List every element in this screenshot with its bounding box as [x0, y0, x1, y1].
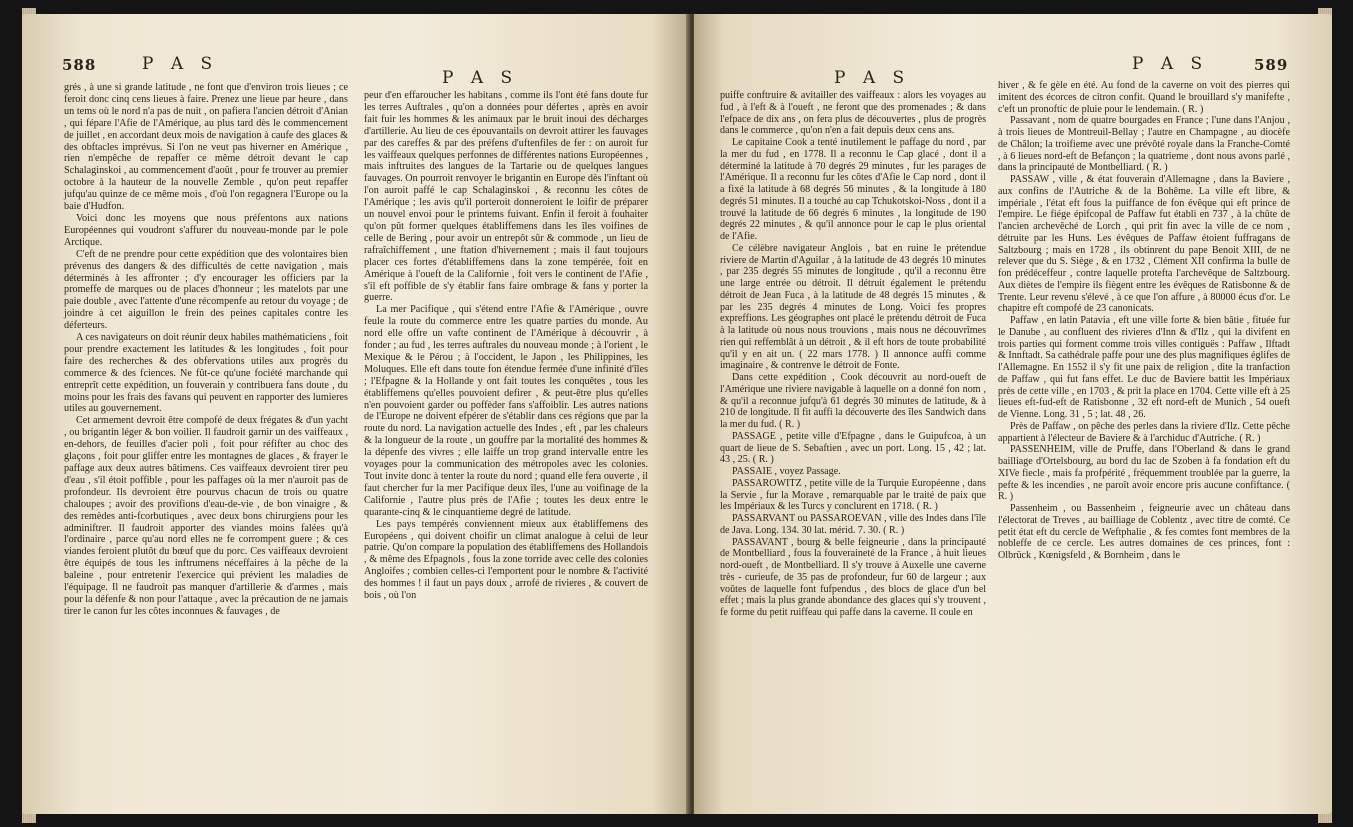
paragraph: Voici donc les moyens que nous préfentons aux nations Européennes qui voudront s'affurer du nouveau-monde par le pole Arctique. [64, 212, 348, 248]
paragraph: hiver , & fe gèle en été. Au fond de la caverne on voit des pierres qui imitent des écorces de citron confit. Quand le brouillard s'y manifefte , c'eft un pronoftic de pluie pour le lendemain. ( R. ) [998, 80, 1290, 115]
text-column-right [998, 80, 1290, 562]
right-page-header [694, 54, 1332, 88]
paragraph: PASSAIE , voyez Passage. [732, 466, 841, 477]
page-number: 588 [62, 56, 97, 74]
paragraph: PASSAGE , petite ville d'Efpagne , dans le Guipufcoa, à un quart de lieue de S. Sebaftien , avec un port. Long. 15 , 42 ; lat. 43 , 25. ( R. ) [720, 430, 986, 466]
paragraph: grés , à une si grande latitude , ne font que d'environ trois lieues ; ce feroit donc cinq cens lieues à faire. Prenez une lieue par heure , dans un tems où le nord n'a pas de nuit , on pafiera l'ancien détroit d'Anian , qui fépare l'Afie de l'Amérique, au plus tard dès le commencement de juillet , en accordant deux mois de navigation à caufe des glaces & des obftacles imprévus. Si l'on ne veut pas hiverner en Amérique , rien n'empêche de repaffer ce même détroit devant le cap Schalaginskoi , au commencement d'août , pour fe trouver au premier octobre à la hauteur de la nouvelle Zemble , qu'on peut repaffer jufqu'au quinze de ce même mois , d'où l'on regagnera l'Europe ou la baie d'Hudfon. [64, 82, 349, 213]
text-column-left [64, 82, 348, 618]
paragraph: Près de Paffaw , on pêche des perles dans la riviere d'Ilz. Cette pêche appartient à l'électeur de Baviere & à l'archiduc d'Autriche. ( R. ) [998, 420, 1290, 444]
right-page [694, 14, 1332, 814]
paragraph: puiffe conftruire & avitailler des vaiffeaux : alors les voyages au fud , à l'eft & à l'oueft , ne feront que des promenades ; & dans l'efpace de dix ans , on fera plus de découvertes , plus de progrès dans le commerce , qu'on n'en a fait depuis deux cens ans. [720, 90, 986, 137]
paragraph: Le capitaine Cook a tenté inutilement le paffage du nord , par la mer du fud , en 1778. Il a reconnu le Cap glacé , dont il a déterminé la latitude à 70 degrés 29 minutes , fur les parages de l'Amérique. Il a reconnu fur les côtes d'Afie le Cap nord , dont il a fixé la latitude à 68 degrés 56 minutes , & la longitude à 180 degrés 51 minutes. Il a touché au cap Tchukotskoi-Noss , dont il a trouvé la latitude de 66 degrés 6 minutes , la longitude de 190 degrés 22 minutes , & qu'il annonce pour le cap le plus oriental de l'Afie. [720, 137, 986, 242]
paragraph: PASSAVANT , bourg & belle feigneurie , dans la principauté de Montbelliard , fous la fouveraineté de la France , à huit lieues nord-oueft , de Montbelliard. Il s'y trouve à Auxelle une caverne très - curieufe, de 35 pas de profondeur, fur 60 de largeur ; aux voûtes de laquelle font fufpendus , des blocs de glace d'un bel effet ; mais la plus grande abondance des glaces qui s'y trouvent , fe forme du petit ruiffeau qui paffe dans la caverne. Il coule en [720, 536, 986, 618]
running-head: P A S [834, 68, 911, 88]
text-column-right [364, 90, 648, 602]
paragraph: peur d'en effaroucher les habitans , comme ils l'ont été fans doute fur les terres Auftrales , qu'on a données pour défertes , après en avoir fait fuir les hommes & les animaux par le bruit inoui des décharges d'artillerie. Au lieu de ces épouvantails on devroit attirer les fauvages par des careffes & par des préfens d'uftenfiles de fer : on auroit fur les vaiffeaux quelques perfonnes de différentes nations Européennes , mais inftruites des langues de la Tartarie ou de quelques langues fauvages. On pourroit renvoyer le brigantin en Europe dès l'inftant où l'on auroit paffé le cap Schalaginskoi , & reconnu les côtes de l'Amérique ; les avis qu'il porteroit donneroient le loifir de préparer un nouvel envoi pour le printems fuivant. Enfin il feroit à fouhaiter qu'on pût former quelques établiffemens dans les îles voifines de celle de Bering , pour avoir un entrepôt sûr & commode , un lieu de rafraîchiffement , une ftation d'hivernement ; mais il faut toujours placer ces fortes d'établiffemens dans la zone tempérée, foit en Amérique à l'oueft de la Californie , foit vers le continent de l'Afie , s'il eft poffible de s'y établir fans faire ombrage & fans y porter la guerre. [364, 90, 648, 304]
paragraph: La mer Pacifique , qui s'étend entre l'Afie & l'Amérique , ouvre feule la route du commerce entre les quatre parties du monde. Au nord elle offre un vafte continent de l'Amérique à découvrir , à fonder ; au fud , les terres auftrales du nouveau monde ; à l'orient , le Mexique & le Pérou ; à l'occident, le Japon , les Philippines, les Moluques. Elle eft dans toute fon étendue fermée d'une infinité d'îles ; l'Efpagne & la Hollande y ont fait toutes les conquêtes , tous les établiffemens qu'elles pouvoient defirer , & peut-être plus qu'elles n'en pouvoient garder ou poffèder fans s'affoiblir. Les autres nations de l'Europe ne doivent efpérer de s'établir dans ces régions que par la route du nord. La navigation actuelle des Indes , eft , par les chaleurs & la longueur de la route , un gouffre par la mortalité des hommes & la dépenfe des vivres ; elle laiffe un trop grand intervalle entre les voyages pour la communication des métropoles avec les colonies. Tout invite donc à tenter la route du nord ; quand elle fera ouverte , il faut chercher fur la mer Pacifique deux îles, l'une au voifinage de la Californie , l'autre plus près de l'Afie ; toutes les deux entre le quarante-cinq & le cinquantieme degré de latitude. [364, 304, 648, 518]
page-number: 589 [1254, 56, 1289, 74]
paragraph: Passavant , nom de quatre bourgades en France ; l'une dans l'Anjou , à trois lieues de Montreuil-Bellay ; l'autre en Champagne , au diocèfe de Châlon; la troifieme avec une prévôté royale dans la Franche-Comté , à 6 lieues nord-eft de Befançon ; la quatrieme , dont nous avons parlé , dans la principauté de Montbelliard. ( R. ) [998, 115, 1290, 174]
paragraph: PASSARVANT ou PASSAROEVAN , ville des Indes dans l'île de Java. Long. 134. 30 lat. mérid. 7. 30. ( R. ) [720, 513, 986, 536]
paragraph: Cet armement devroit être compofé de deux frégates & d'un yacht , ou brigantin léger & bon voilier. Il faudroit garnir un des vaiffeaux , en-dehors, de feuilles d'acier poli , foit pour réfifter au choc des glaçons , foit pour gliffer entre les montagnes de glaces , & frayer le paffage aux deux autres bâtimens. Ces vaiffeaux devroient tirer peu d'eau , s'il étoit poffible , pour les paffages où la mer n'auroit pas de profondeur. Ils devroient être pourvus chacun de trois ou quatre chaloupes ; avoir des provifions d'eau-de-vie , de bon vinaigre , & des remèdes anti-fcorbutiques , avec deux bons chirurgiens pour les adminiftrer. Il faudroit apporter des viandes moins falées qu'à l'ordinaire , parce qu'au nord elles ne fe corrompent guere ; & ces viandes feroient plutôt du bœuf que du porc. Ces vaiffeaux devroient être équipés de tous les inftrumens néceffaires à la pêche de la baleine , pour entretenir l'exercice qui prévient les maladies de l'équipage. Il ne faudroit pas manquer d'artillerie & d'armes , mais pour la défenfe & non pour l'attaque , avec la précaution de ne jamais tirer le canon fur les côtes inconnues & fauvages , de [64, 415, 348, 617]
left-page-header [22, 54, 690, 88]
paragraph: C'eft de ne prendre pour cette expédition que des volontaires bien prévenus des dangers & des difficultés de cette navigation , mais déterminés à les affronter ; d'y encourager les officiers par la promeffe de marques ou de places d'honneur ; les matelots par une paie double , avec l'attente d'une récompenfe au retour du voyage ; de joindre à cet aiguillon le frein des peines capitales contre les déferteurs. [64, 248, 348, 332]
left-page [22, 14, 690, 814]
paragraph: Ce célèbre navigateur Anglois , bat en ruine le prétendue riviere de Martin d'Aguilar , à la latitude de 43 degrés 10 minutes , par 235 degrés 55 minutes de longitude , qu'il a reconnu être une large entrée ou détroit. Il détruit également le prétendu détroit de Jean Fuca , à la latitude de 48 degrés 15 minutes , & par les 235 degrés 4 minutes de Long. Voici fes propres expreffions. Les géographes ont placé le prétendu détroit de Fuca à la latitude où nous nous trouvions , mais nous ne découvrîmes rien qui reffemblât à un détroit , & il eft hors de toute probabilité qu'il y en ait un. ( 22 mars 1778. ) Il annonce auffi comme imaginaire , & contrenve le détroit de Fonte. [720, 242, 986, 372]
running-head: P A S [1132, 54, 1209, 74]
paragraph: PASSAROWITZ , petite ville de la Turquie Européenne , dans la Servie , fur la Morave , remarquable par le traité de paix que les Impériaux & les Turcs y conclurent en 1718. ( R. ) [720, 477, 986, 513]
paragraph: Les pays tempérés conviennent mieux aux établiffemens des Européens , qui doivent choifir un climat analogue à celui de leur patrie. Qu'on compare la population des établiffemens des Hollandois , & même des Efpagnols , fous la zone torride avec celle des colonies Angloifes ; combien celles-ci l'emportent pour le nombre & l'activité des hommes ! il faut un pays doux , arrofé de rivieres , & couvert de bois , où l'on [364, 518, 648, 602]
paragraph: PASSAW , ville , & état fouverain d'Allemagne , dans la Baviere , aux confins de l'Autriche & de la Bohême. La ville eft libre, & impériale , l'état eft fous la puiffance de fon évêque qui eft prince de l'empire. Le fiége épifcopal de Paffaw fut établi en 737 , à la chûte de l'ancien archevêché de Lorch , qui prit fin avec la ville de ce nom , détruite par les Huns. Les évêques de Paffaw étoient fuffragans de Saltzbourg ; mais en 1728 , ils obtinrent du pape Benoit XIII, de ne relever que du S. Siège , & en 1732 , Clément XII confirma la bulle de fon prédéceffeur , contre laquelle protefta l'archevêque de Saltzbourg. Aux diètes de l'empire ils fiègent entre les évêques de Ratisbonne & de Trente. Leur revenu s'élevé , à ce que l'on affure , à 80000 écus d'or. Le chapitre eft compofé de 23 canonicats. [998, 174, 1290, 315]
paragraph: Dans cette expédition , Cook découvrit au nord-oueft de l'Amérique une riviere navigable à laquelle on a donné fon nom , & qu'il a reconnue jufqu'à 61 degrés 30 minutes de latitude, & à 210 de longitude. Il fit auffi la découverte des îles Sandwich dans la mer du fud. ( R. ) [720, 372, 986, 430]
paragraph: PASSENHEIM, ville de Pruffe, dans l'Oberland & dans le grand bailliage d'Ortelsbourg, au bord du lac de Szoben à fa fondation eft du XIVe fiecle , mais fa profpérité , fréquemment troublée par la guerre, la pefte & les incendies , ne paroît avoir encore pris aucune confiftance. ( R. ) [998, 444, 1290, 503]
paragraph: Passenheim , ou Bassenheim , feigneurie avec un château dans l'électorat de Treves , au bailliage de Coblentz , avec titre de comté. Ce petit état eft du cercle de Weftphalie , & fes comtes font membres de la nobleffe de ce cercle. Les autres domaines de ces princes, font : Olbrück , Kœnigsfeld , & Bornheim , dans le [998, 503, 1290, 561]
running-head: P A S [442, 68, 519, 88]
paragraph: A ces navigateurs on doit réunir deux habiles mathématiciens , foit pour prendre exactement les latitudes & les longitudes , foit pour faire des recherches & des obfervations utiles aux progrès du commerce & des fciences. Ne fût-ce qu'une fociété marchande qui entreprît cette expédition, un fouverain y contribuera fans doute , du moins pour les frais des favans qui peuvent en rapporter des lumieres utiles au gouvernement. [64, 332, 348, 415]
paragraph: Paffaw , en latin Patavia , eft une ville forte & bien bâtie , fituée fur le Danube , au confluent des rivieres d'Inn & d'Ilz , qui la divifent en trois parties qui forment comme trois villes contiguës : Paffaw , Ilftadt & Innftadt. Sa cathédrale paffe pour une des plus magnifiques églifes de l'Allemagne. En 1552 il s'y fit une paix de religion , dite la tranfaction de Paffaw , qui fut fans effet. Le duc de Baviere battit les Impériaux près de cette ville , en 1703 , & prit la place en 1704. Cette ville eft à 25 lieues eft-fud-eft de Ratisbonne , 32 eft nord-eft de Munich , 54 oueft de Vienne. Long. 31 , 5 ; lat. 48 , 26. [998, 315, 1290, 420]
running-head: P A S [142, 54, 219, 74]
open-book [22, 8, 1332, 823]
text-column-left [720, 90, 986, 619]
